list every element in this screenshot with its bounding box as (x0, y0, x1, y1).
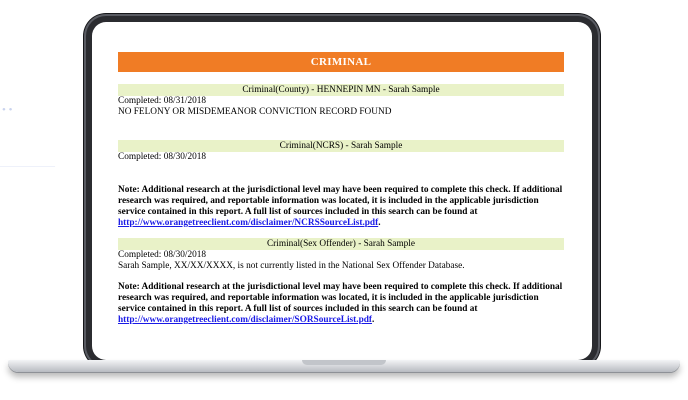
completed-date: Completed: 08/30/2018 (118, 152, 207, 162)
laptop-frame (84, 14, 600, 368)
sor-source-link[interactable]: http://www.orangetreeclient.com/disclaimer/SORSourceList.pdf (118, 315, 373, 325)
note-end: . (378, 218, 381, 228)
report-title-bar: CRIMINAL (118, 52, 564, 72)
search-result: NO FELONY OR MISDEMEANOR CONVICTION RECORD FOUND (118, 107, 392, 117)
laptop-screen (92, 22, 592, 360)
background-artifact: • • (2, 104, 13, 116)
background-artifact: ————— (0, 160, 55, 172)
note-text: Note: Additional research at the jurisdictional level may have been required to complete this check. If additional research was required, and reportable information was located, it is included in the applicable jurisdiction service contained in this report. A full list of sources included in this search can be found at (118, 282, 563, 314)
section-heading-sex-offender: Criminal(Sex Offender) - Sarah Sample (118, 238, 564, 250)
laptop-trackpad-notch (302, 360, 386, 365)
section-heading-ncrs: Criminal(NCRS) - Sarah Sample (118, 140, 564, 152)
laptop-base (8, 360, 680, 372)
completed-date: Completed: 08/31/2018 (118, 96, 207, 106)
section-heading-county: Criminal(County) - HENNEPIN MN - Sarah Sample (118, 84, 564, 96)
criminal-report (118, 52, 564, 326)
note-end: . (372, 315, 375, 325)
ncrs-source-link[interactable]: http://www.orangetreeclient.com/disclaimer/NCRSSourceList.pdf (118, 218, 379, 228)
disclaimer-note (118, 282, 564, 326)
search-result: Sarah Sample, XX/XX/XXXX, is not currently listed in the National Sex Offender Database. (118, 261, 465, 271)
disclaimer-note (118, 185, 564, 229)
completed-date: Completed: 08/30/2018 (118, 250, 207, 260)
note-text: Note: Additional research at the jurisdictional level may have been required to complete this check. If additional research was required, and reportable information was located, it is included in the applicable jurisdiction service contained in this report. A full list of sources included in this search can be found at (118, 185, 563, 217)
